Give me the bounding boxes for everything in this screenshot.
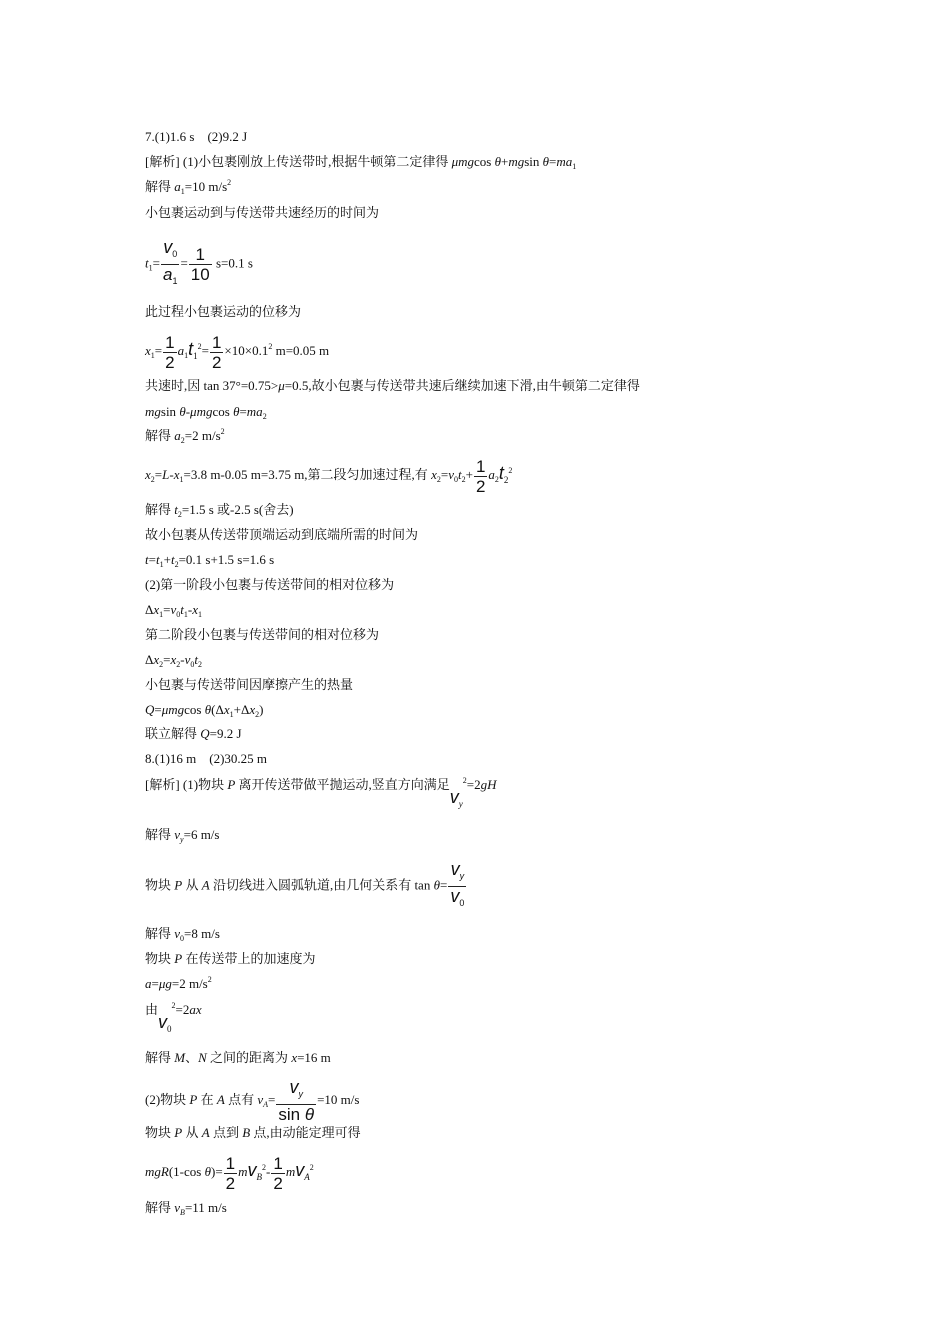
energy-theorem-intro: 物块 P 从 A 点到 B 点,由动能定理可得 bbox=[145, 1125, 361, 1140]
newton-second-stage: mgsin θ-μmgcos $\theta=ma_2$ bbox=[145, 404, 267, 421]
total-time: $t=t_1+t_2=0.1$ s+1.5 s=1.6 s bbox=[145, 552, 275, 569]
answer-7: 7.(1)1.6 s (2)9.2 J bbox=[145, 129, 248, 144]
x2-formula: $x_2=L-x_1=3.8$ m-0.05 m=3.75 m,第二段匀加速过程,有 $x_2=v_0t_2+$ $\frac{1}{2}$ $a_2t_2^2$ bbox=[145, 456, 513, 496]
delta-x1: $\Delta x_1=v_0t_1-x_1$ bbox=[145, 602, 203, 619]
common-speed-analysis: 共速时,因 tan 37°=0.75>μ=0.5,故小包裹与传送带共速后继续加速下滑,由牛顿第二定律得 bbox=[145, 378, 640, 393]
va-formula: (2)物块 P 在 A 点有 $v_A=$ $\frac{v_y}{\text{sin θ}}$ =10 m/s bbox=[145, 1077, 360, 1125]
delta-x2: $\Delta x_2=x_2-v_0t_2$ bbox=[145, 652, 203, 669]
energy-formula: mgR(1-cos θ)= $\frac{1}{2}$ $mv_B^2-$ $\frac{1}{2}$ $mv_A^2$ bbox=[145, 1153, 314, 1193]
solve-a1: 解得 $a_1=10$ $m/s^2$ bbox=[145, 178, 232, 196]
solve-q: 联立解得 Q=9.2 J bbox=[145, 726, 242, 741]
solve-distance: 解得 M、N 之间的距离为 x=16 m bbox=[145, 1050, 331, 1065]
solve-a2: 解得 $a_2=2$ $m/s^2$ bbox=[145, 427, 225, 445]
accel-intro: 物块 P 在传送带上的加速度为 bbox=[145, 951, 316, 966]
kinematics-formula: 由$v_0^2=2ax$ bbox=[145, 1001, 202, 1034]
accel-formula: a=μg=2 $m/s^2$ bbox=[145, 975, 212, 991]
solve-vy: 解得 $v_y=6$ m/s bbox=[145, 827, 220, 844]
part2-stage2: 第二阶段小包裹与传送带间的相对位移为 bbox=[145, 627, 380, 642]
total-time-intro: 故小包裹从传送带顶端运动到底端所需的时间为 bbox=[145, 527, 419, 542]
t1-formula: $t_1=$ $\frac{v_0}{a_1}$ = $\frac{1}{10}$ s=0.1 s bbox=[145, 237, 253, 286]
time-to-common-speed: 小包裹运动到与传送带共速经历的时间为 bbox=[145, 205, 380, 220]
heat-intro: 小包裹与传送带间因摩擦产生的热量 bbox=[145, 677, 354, 692]
answer-8: 8.(1)16 m (2)30.25 m bbox=[145, 751, 268, 766]
heat-formula: Q=μmgcos $\theta(\Delta x_1+\Delta x_2)$ bbox=[145, 702, 264, 719]
displacement-intro: 此过程小包裹运动的位移为 bbox=[145, 304, 302, 319]
part2-stage1: (2)第一阶段小包裹与传送带间的相对位移为 bbox=[145, 577, 395, 592]
x1-formula: $x_1=$ $\frac{1}{2}$ $a_1t_1^2=$ $\frac{1}{2}$ $\times 10\times 0.1^2$ m=0.05 m bbox=[145, 332, 330, 372]
analysis-8-intro: [解析] (1)物块 P 离开传送带做平抛运动,竖直方向满足$v_y^2=2gH$ bbox=[145, 776, 497, 809]
solve-vb: 解得 $v_B=11$ m/s bbox=[145, 1200, 227, 1217]
solve-v0: 解得 $v_0=8$ m/s bbox=[145, 926, 220, 943]
solve-t2: 解得 $t_2=1.5$ s 或-2.5 s(舍去) bbox=[145, 502, 294, 519]
tan-theta: 物块 P 从 A 沿切线进入圆弧轨道,由几何关系有 tan θ= $\frac{v_y}{v_0}$ bbox=[145, 859, 465, 908]
analysis-7-intro: [解析] (1)小包裹刚放上传送带时,根据牛顿第二定律得 μmgcos θ+mgsin $\theta=ma_1$ bbox=[145, 154, 577, 171]
